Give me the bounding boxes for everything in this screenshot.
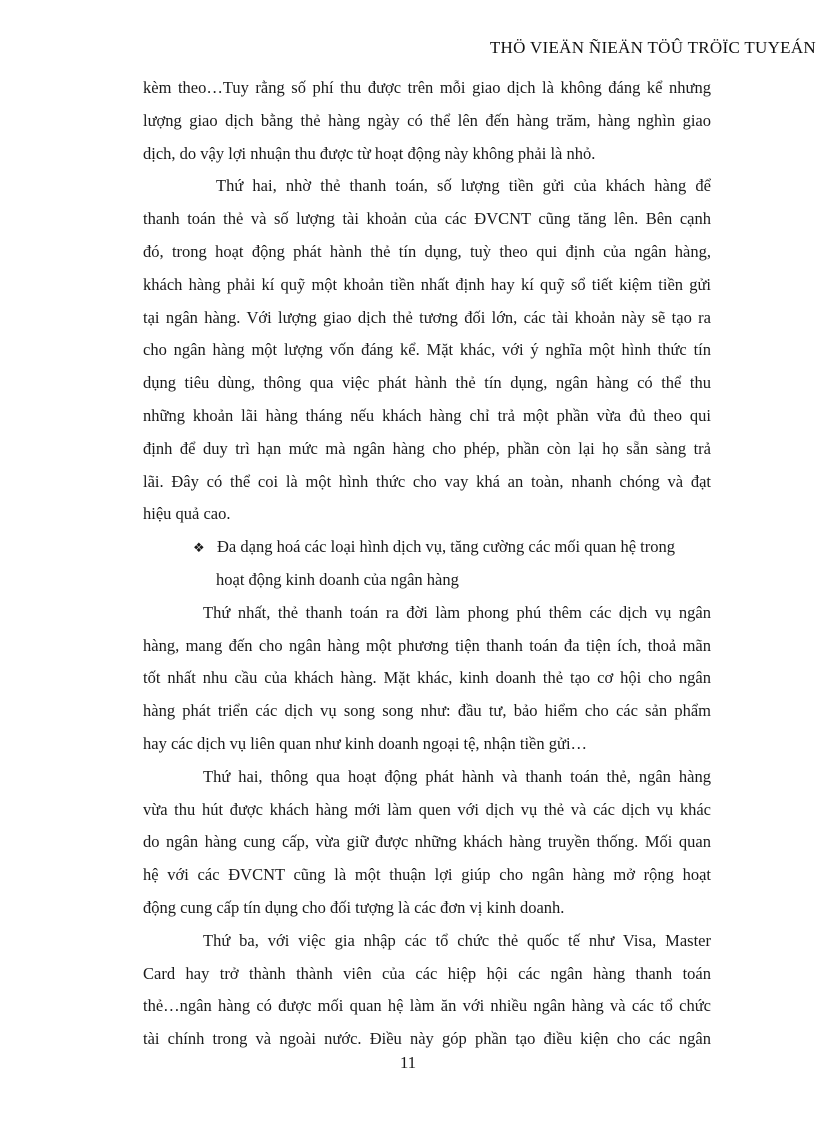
diamond-bullet-icon: ❖ — [193, 541, 205, 557]
text-line: lãi. Đây có thể coi là một hình thức cho vay khá an toàn, nhanh chóng và đạt — [143, 471, 711, 491]
text-line: lượng giao dịch bằng thẻ hàng ngày có thể lên đến hàng trăm, hàng nghìn giao — [143, 110, 711, 130]
text-line: Thứ nhất, thẻ thanh toán ra đời làm phong phú thêm các dịch vụ ngân — [203, 602, 711, 622]
text-line: thẻ…ngân hàng có được mối quan hệ làm ăn với nhiều ngân hàng và các tổ chức — [143, 996, 711, 1016]
text-line: do ngân hàng cung cấp, vừa giữ được những khách hàng truyền thống. Mối quan — [143, 832, 711, 852]
text-line: dịch, do vậy lợi nhuận thu được từ hoạt động này không phải là nhỏ. — [143, 143, 596, 163]
text-line: kèm theo…Tuy rằng số phí thu được trên mỗi giao dịch là không đáng kể nhưng — [143, 78, 711, 97]
text-line: thanh toán thẻ và số lượng tài khoản của các ĐVCNT cũng tăng lên. Bên cạnh — [143, 209, 711, 229]
text-line: hiệu quả cao. — [143, 504, 231, 524]
section-heading-text: Đa dạng hoá các loại hình dịch vụ, tăng cường các mối quan hệ trong — [217, 537, 675, 557]
text-line: định để duy trì hạn mức mà ngân hàng cho phép, phần còn lại họ sẵn sàng trả — [143, 438, 711, 458]
text-line: tốt nhất nhu cầu của khách hàng. Mặt khác, kinh doanh thẻ tạo cơ hội cho ngân — [143, 668, 711, 688]
text-line: đó, trong hoạt động phát hành thẻ tín dụng, tuỳ theo qui định của ngân hàng, — [143, 241, 711, 261]
text-line: tài chính trong và ngoài nước. Điều này góp phần tạo điều kiện cho các ngân — [143, 1029, 711, 1049]
text-line: hay các dịch vụ liên quan như kinh doanh ngoại tệ, nhận tiền gửi… — [143, 733, 588, 753]
text-line: hệ với các ĐVCNT cũng là một thuận lợi giúp cho ngân hàng mở rộng hoạt — [143, 865, 711, 885]
text-line: vừa thu hút được khách hàng mới làm quen với dịch vụ thẻ và các dịch vụ khác — [143, 799, 711, 819]
text-line: Thứ hai, thông qua hoạt động phát hành và thanh toán thẻ, ngân hàng — [203, 766, 711, 786]
text-line: Thứ hai, nhờ thẻ thanh toán, số lượng tiền gửi của khách hàng để — [216, 176, 711, 196]
text-line: Thứ ba, với việc gia nhập các tổ chức thẻ quốc tế như Visa, Master — [203, 930, 711, 950]
text-line: dụng tiêu dùng, thông qua việc phát hành thẻ tín dụng, ngân hàng có thể thu — [143, 373, 711, 393]
document-body — [143, 72, 711, 1056]
text-line: tại ngân hàng. Với lượng giao dịch thẻ tương đối lớn, các tài khoản này sẽ tạo ra — [143, 307, 711, 327]
text-line: động cung cấp tín dụng cho đối tượng là các đơn vị kinh doanh. — [143, 897, 565, 917]
text-line: Card hay trở thành thành viên của các hiệp hội các ngân hàng thanh toán — [143, 963, 711, 983]
text-line: hàng, mang đến cho ngân hàng một phương tiện thanh toán đa tiện ích, thoả mãn — [143, 635, 711, 655]
text-line: cho ngân hàng một lượng vốn đáng kể. Mặt khác, với ý nghĩa một hình thức tín — [143, 340, 711, 360]
section-heading-continued: hoạt động kinh doanh của ngân hàng — [216, 569, 459, 589]
page-number: 11 — [399, 1053, 417, 1072]
section-heading — [143, 531, 711, 564]
page-header: THÖ VIEÄN ÑIEÄN TÖÛ TRÖÏC TUYEÁN — [489, 38, 816, 57]
text-line: hàng phát triển các dịch vụ song song như: đầu tư, bảo hiểm cho các sản phẩm — [143, 701, 711, 721]
text-line: những khoản lãi hàng tháng nếu khách hàng chỉ trả một phần vừa đủ theo qui — [143, 405, 711, 425]
text-line: khách hàng phải kí quỹ một khoản tiền nhất định hay kí quỹ sổ tiết kiệm tiền gửi — [143, 274, 711, 294]
